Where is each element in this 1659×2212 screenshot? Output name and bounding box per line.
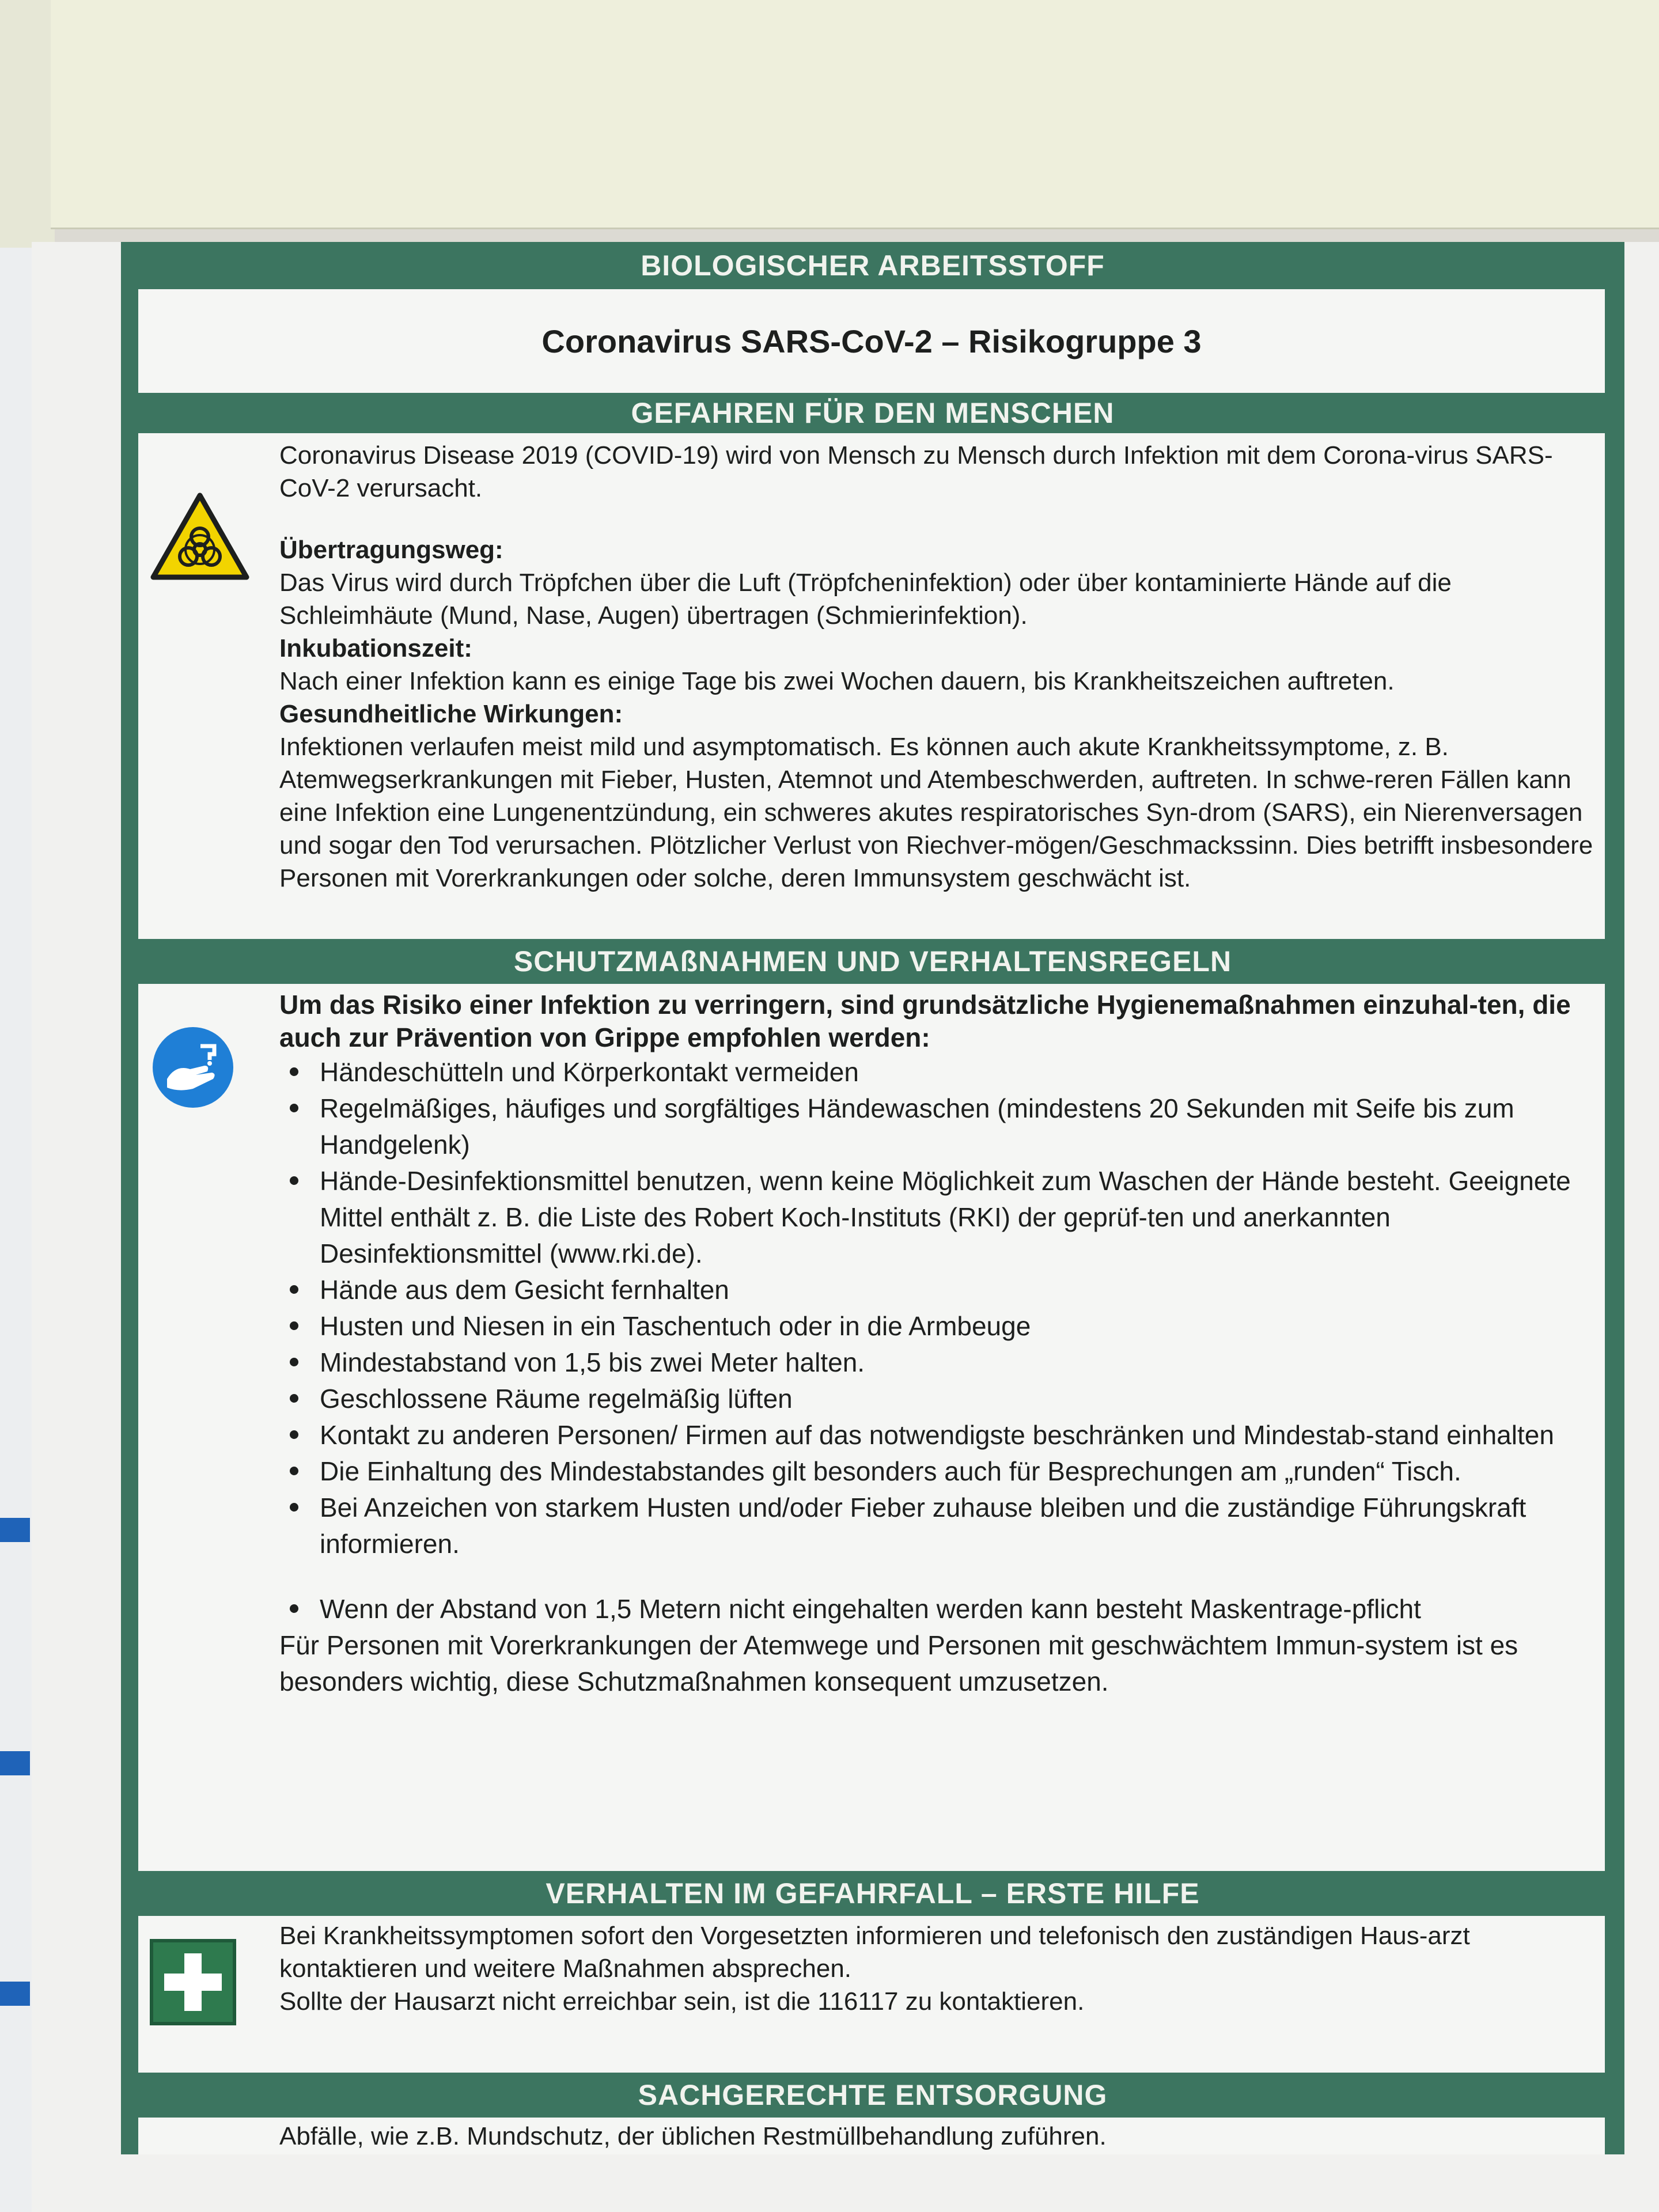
erste-hilfe-panel xyxy=(138,1916,1605,2073)
wirkungen-text: Infektionen verlaufen meist mild und asymptomatisch. Es können auch akute Krankheitssymptome, z. B. Atemwegserkrankungen mit Fieber, Husten, Atemnot und Atembeschwerden, auftreten. In schwe-reren Fällen kann eine Infektion eine Lungenentzündung, ein schweres akutes respiratorisches Syn-drom (SARS), ein Nierenversagen und sogar den Tod verursachen. Plötzlicher Verlust von Riechver-mögen/Geschmackssinn. Dies betrifft insbesondere Personen mit Vorerkrankungen oder solche, deren Immunsystem geschwächt ist. xyxy=(279,733,1593,892)
inkubation-label: Inkubationszeit: xyxy=(279,634,472,662)
blue-mark xyxy=(0,1982,30,2006)
document-sheet xyxy=(32,242,1659,2212)
handwashing-icon xyxy=(150,1024,236,1111)
gefahren-heading: GEFAHREN FÜR DEN MENSCHEN xyxy=(631,397,1115,429)
list-item: Husten und Niesen in ein Taschentuch oder in die Armbeuge xyxy=(279,1308,1593,1344)
biohazard-warning-icon xyxy=(150,491,251,583)
schutz-bullet-list xyxy=(279,1054,1593,1562)
erste-hilfe-text-2: Sollte der Hausarzt nicht erreichbar sein, ist die 116117 zu kontaktieren. xyxy=(279,1987,1085,2016)
entsorgung-panel xyxy=(138,2118,1605,2154)
list-item: Kontakt zu anderen Personen/ Firmen auf das notwendigste beschränken und Mindestab-stand einhalten xyxy=(279,1417,1593,1453)
inkubation-text: Nach einer Infektion kann es einige Tage bis zwei Wochen dauern, bis Krankheitszeichen auftreten. xyxy=(279,667,1395,695)
schutz-intro: Um das Risiko einer Infektion zu verringern, sind grundsätzliche Hygienemaßnahmen einzuhal-ten, die auch zur Prävention von Grippe empfohlen werden: xyxy=(279,990,1571,1052)
schutz-heading: SCHUTZMAßNAHMEN UND VERHALTENSREGELN xyxy=(513,945,1232,978)
list-item: Händeschütteln und Körperkontakt vermeiden xyxy=(279,1054,1593,1090)
header-band: BIOLOGISCHER ARBEITSSTOFF xyxy=(641,249,1105,282)
background-paper xyxy=(0,0,55,248)
document-title: Coronavirus SARS-CoV-2 – Risikogruppe 3 xyxy=(541,323,1202,359)
schutz-closing: Für Personen mit Vorerkrankungen der Atemwege und Personen mit geschwächtem Immun-system ist es besonders wichtig, diese Schutzmaßnahmen konsequent umzusetzen. xyxy=(279,1630,1518,1696)
gefahren-panel xyxy=(138,433,1605,939)
list-item: Geschlossene Räume regelmäßig lüften xyxy=(279,1381,1593,1417)
list-item: Hände-Desinfektionsmittel benutzen, wenn keine Möglichkeit zum Waschen der Hände besteht. Geeignete Mittel enthält z. B. die Liste des Robert Koch-Instituts (RKI) der geprüf-ten und anerkannten Desinfektionsmittel (www.rki.de). xyxy=(279,1163,1593,1272)
entsorgung-text: Abfälle, wie z.B. Mundschutz, der üblichen Restmüllbehandlung zuführen. xyxy=(279,2122,1107,2150)
gefahren-intro: Coronavirus Disease 2019 (COVID-19) wird von Mensch zu Mensch durch Infektion mit dem Corona-virus SARS-CoV-2 verursacht. xyxy=(279,441,1553,502)
list-item: Die Einhaltung des Mindestabstandes gilt besonders auch für Besprechungen am „runden“ Tisch. xyxy=(279,1453,1593,1490)
uebertragung-label: Übertragungsweg: xyxy=(279,536,503,564)
wirkungen-label: Gesundheitliche Wirkungen: xyxy=(279,700,623,728)
list-item: Hände aus dem Gesicht fernhalten xyxy=(279,1272,1593,1308)
entsorgung-heading: SACHGERECHTE ENTSORGUNG xyxy=(638,2079,1108,2111)
uebertragung-text: Das Virus wird durch Tröpfchen über die Luft (Tröpfcheninfektion) oder über kontaminierte Hände auf die Schleimhäute (Mund, Nase, Augen) übertragen (Schmierinfektion). xyxy=(279,569,1452,630)
blue-mark xyxy=(0,1751,30,1775)
safety-card xyxy=(121,242,1624,2154)
background-sheet-edge xyxy=(0,248,32,2212)
title-panel xyxy=(138,289,1605,393)
list-item: Mindestabstand von 1,5 bis zwei Meter halten. xyxy=(279,1344,1593,1381)
blue-mark xyxy=(0,1518,30,1542)
list-item: Regelmäßiges, häufiges und sorgfältiges Händewaschen (mindestens 20 Sekunden mit Seife bis zum Handgelenk) xyxy=(279,1090,1593,1163)
background-paper xyxy=(51,0,1659,229)
schutz-panel xyxy=(138,984,1605,1871)
list-item: Wenn der Abstand von 1,5 Metern nicht eingehalten werden kann besteht Maskentrage-pflicht xyxy=(279,1591,1593,1627)
erste-hilfe-heading: VERHALTEN IM GEFAHRFALL – ERSTE HILFE xyxy=(546,1877,1200,1910)
first-aid-cross-icon xyxy=(150,1939,236,2025)
erste-hilfe-text-1: Bei Krankheitssymptomen sofort den Vorgesetzten informieren und telefonisch den zuständigen Haus-arzt kontaktieren und weitere Maßnahmen absprechen. xyxy=(279,1922,1470,1983)
list-item: Bei Anzeichen von starkem Husten und/oder Fieber zuhause bleiben und die zuständige Führungskraft informieren. xyxy=(279,1490,1593,1562)
